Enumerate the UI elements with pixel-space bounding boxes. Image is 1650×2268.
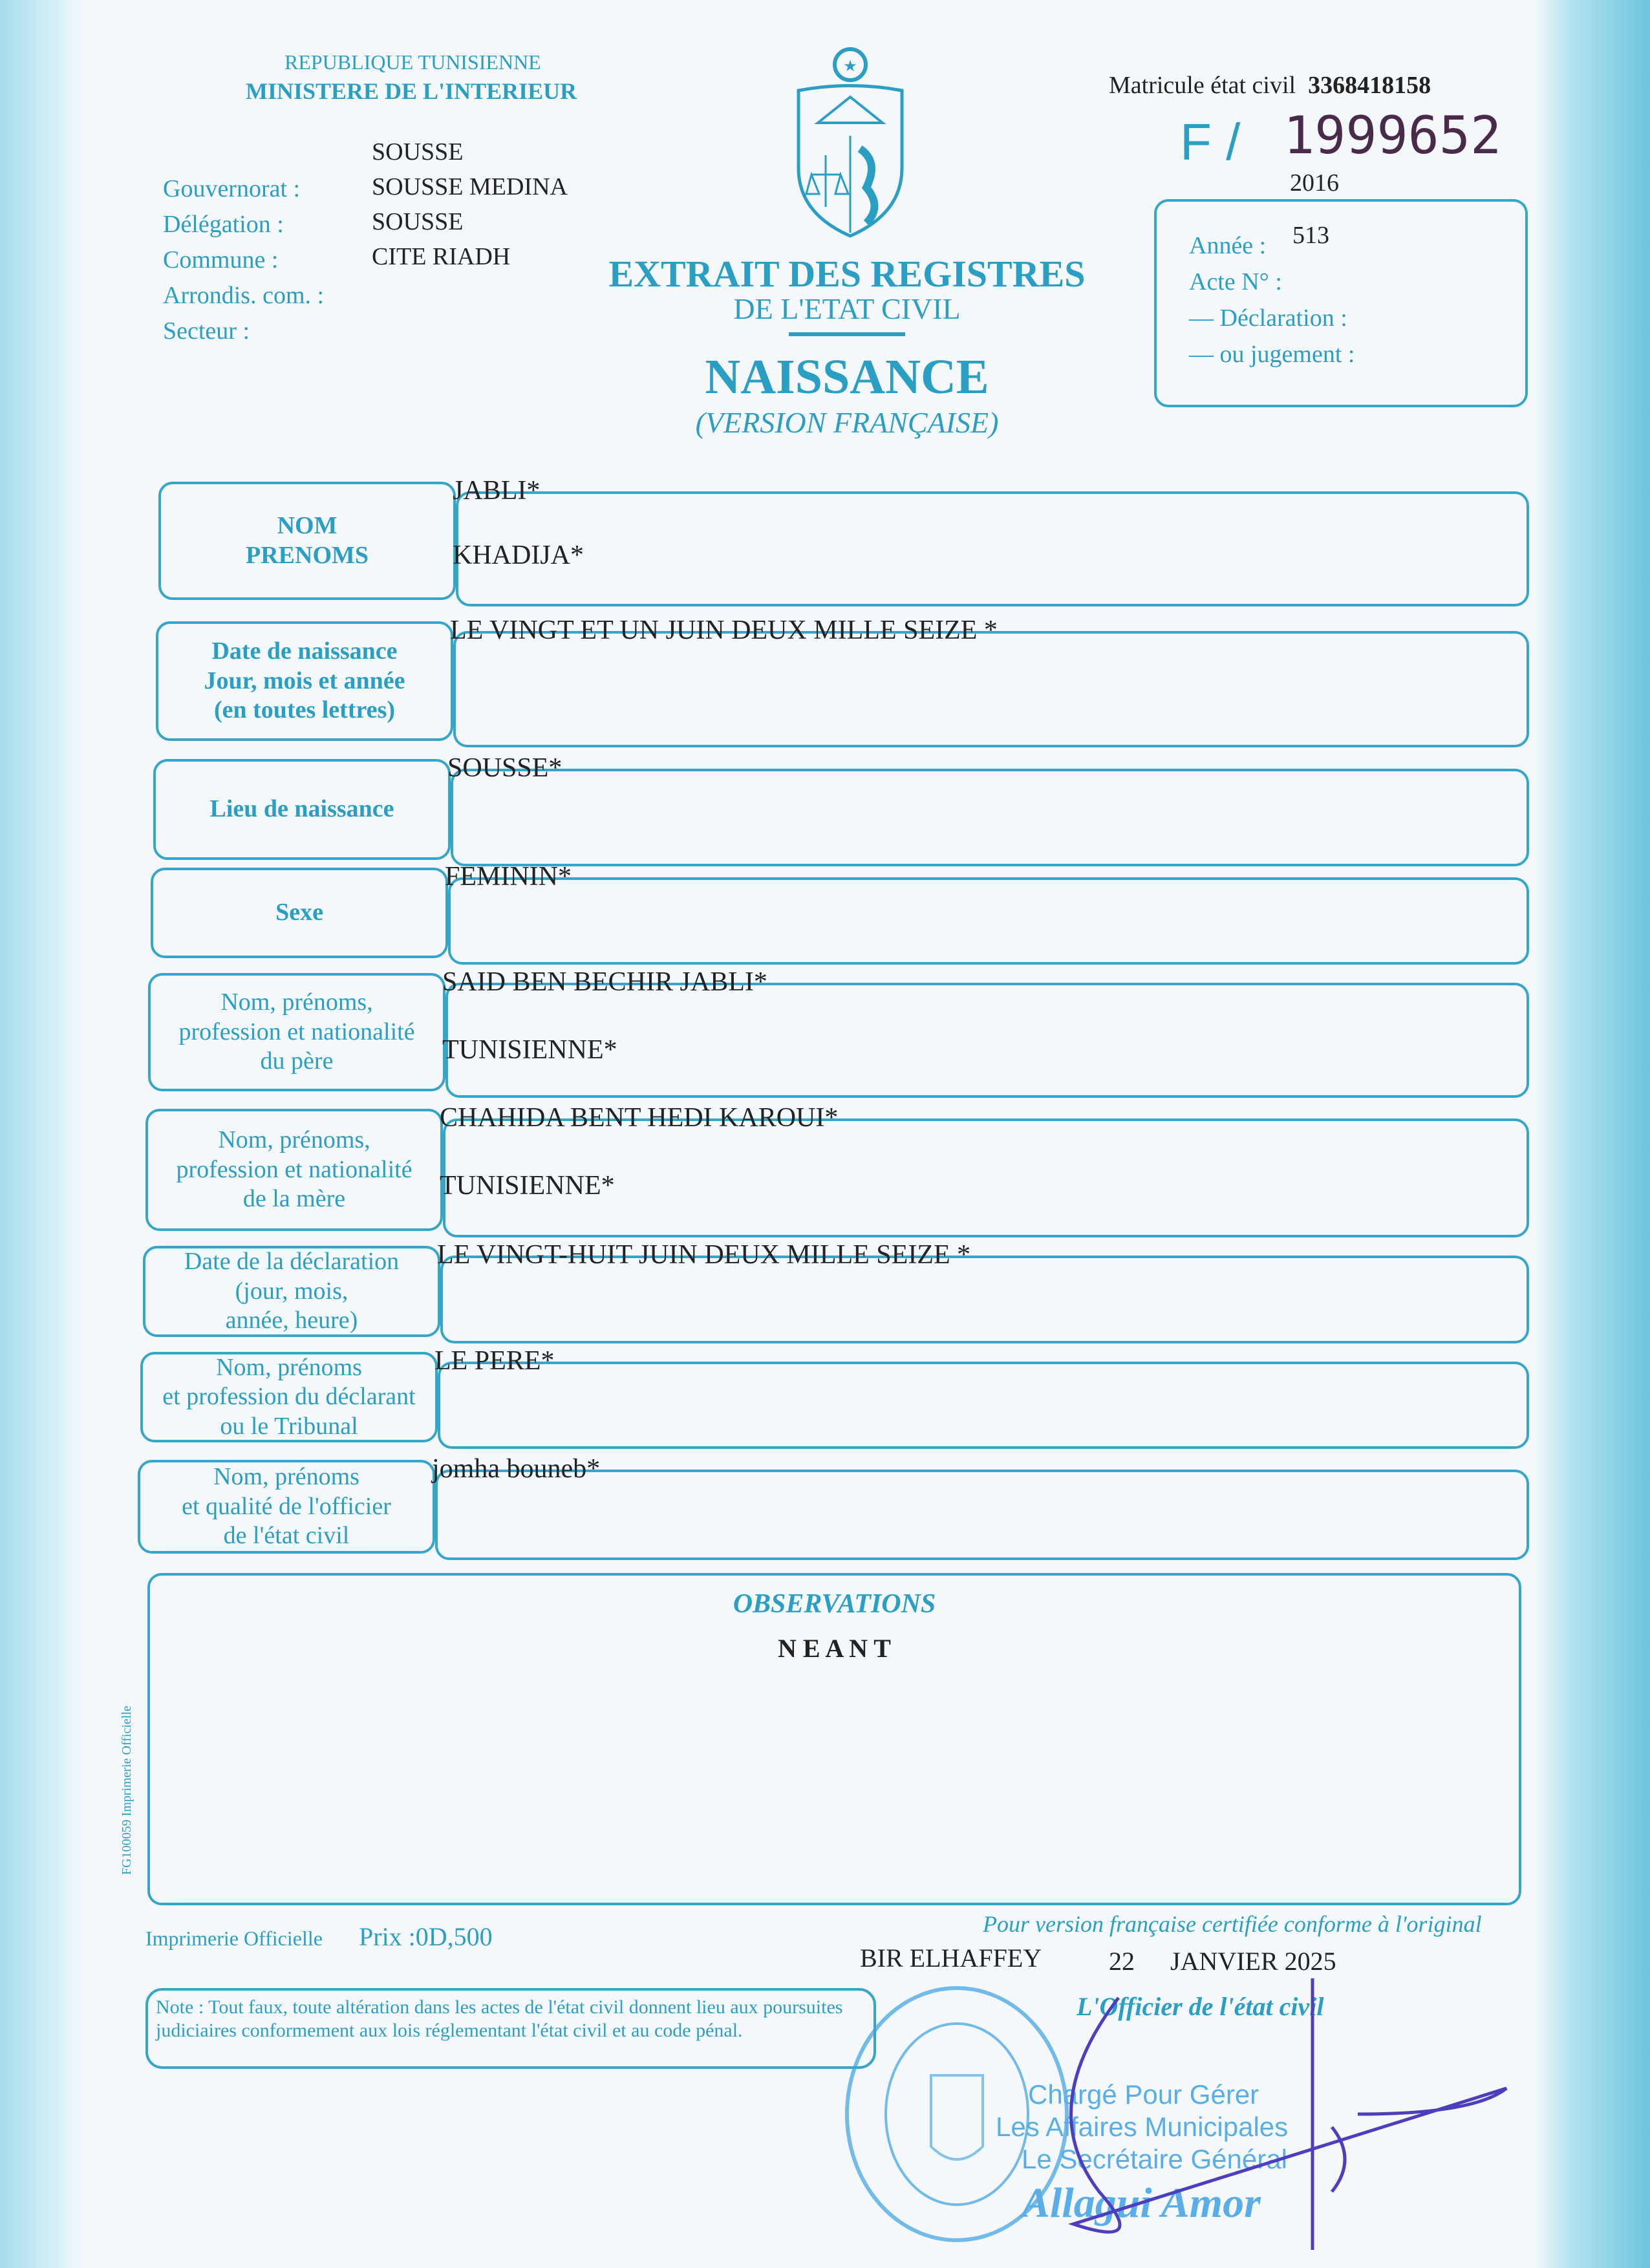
handwritten-signature-icon <box>970 1978 1513 2250</box>
title-divider <box>789 332 905 336</box>
jugement-label: — ou jugement : <box>1189 341 1355 368</box>
observations-label: OBSERVATIONS <box>733 1589 936 1619</box>
row-value: LE PERE* <box>434 1346 555 1376</box>
row-label-line: de l'état civil <box>223 1522 350 1550</box>
row-label-line: Lieu de naissance <box>209 795 394 823</box>
printer-code: FG100059 Imprimerie Officielle <box>120 1706 134 1875</box>
row-label-box <box>151 868 448 958</box>
title-naissance: NAISSANCE <box>705 350 989 404</box>
location-values <box>372 134 568 274</box>
row-label-line: Nom, prénoms, <box>218 1126 370 1154</box>
label-delegation: Délégation : <box>163 211 284 238</box>
annee-label: Année : <box>1189 232 1267 259</box>
label-secteur: Secteur : <box>163 317 250 345</box>
row-label-line: Date de naissance <box>211 637 398 665</box>
row-value: LE VINGT ET UN JUIN DEUX MILLE SEIZE * <box>450 615 998 645</box>
location-labels <box>163 171 324 349</box>
row-label-line: du père <box>260 1047 334 1075</box>
certification-text: Pour version française certifiée conforme à l'original <box>983 1911 1482 1937</box>
row-label-line: (en toutes lettres) <box>214 696 395 724</box>
row-value: SOUSSE* <box>447 753 562 783</box>
serial-number: 1999652 <box>1283 105 1502 166</box>
row-label-line: PRENOMS <box>246 541 369 569</box>
row-label-box <box>138 1460 435 1554</box>
guilloche-border-left <box>0 0 84 2268</box>
row-label-line: de la mère <box>242 1185 346 1213</box>
row-label-box <box>153 759 451 860</box>
svg-text:★: ★ <box>843 58 857 75</box>
issue-place: BIR ELHAFFEY <box>860 1943 1042 1973</box>
row-label-line: Sexe <box>275 899 323 926</box>
row-label-box <box>140 1352 438 1442</box>
printer-label: Imprimerie Officielle <box>145 1927 323 1950</box>
row-value-box <box>448 877 1529 965</box>
row-label-box <box>156 621 453 741</box>
guilloche-border-right <box>1534 0 1650 2268</box>
matricule-label: Matricule état civil <box>1109 72 1296 99</box>
value-delegation: SOUSSE MEDINA <box>372 173 568 200</box>
row-label-line: ou le Tribunal <box>220 1412 358 1440</box>
serial-prefix: F / <box>1180 113 1241 171</box>
signatory-line2: Les Affaires Municipales <box>996 2112 1289 2142</box>
value-arrondissement: CITE RIADH <box>372 243 511 270</box>
value-gouvernorat: SOUSSE <box>372 138 464 166</box>
row-label-line: et profession du déclarant <box>162 1383 416 1411</box>
row-value: SAID BEN BECHIR JABLI* <box>442 967 767 997</box>
acte-box <box>1154 199 1528 407</box>
row-value: JABLI* <box>453 476 541 506</box>
row-label-line: Date de la déclaration <box>184 1248 400 1276</box>
row-label-line: profession et nationalité <box>178 1018 415 1045</box>
ministry-label: MINISTERE DE L'INTERIEUR <box>246 78 577 104</box>
signatory-line3: Le Secrétaire Général <box>1022 2144 1287 2174</box>
acte-number: 513 <box>1292 222 1329 249</box>
row-value: jomha bouneb* <box>432 1454 601 1484</box>
title-version: (VERSION FRANÇAISE) <box>695 406 999 439</box>
row-value: TUNISIENNE* <box>442 1035 617 1065</box>
label-commune: Commune : <box>163 246 279 273</box>
row-label-line: (jour, mois, <box>235 1277 348 1305</box>
row-label-line: Nom, prénoms, <box>220 989 373 1016</box>
row-label-box <box>145 1109 443 1231</box>
declaration-label: — Déclaration : <box>1189 305 1347 332</box>
title-line2: DE L'ETAT CIVIL <box>733 292 961 325</box>
row-value-box <box>456 491 1529 606</box>
row-label-box <box>143 1246 440 1337</box>
matricule-value: 3368418158 <box>1308 72 1431 99</box>
title-line1: EXTRAIT DES REGISTRES <box>608 253 1086 295</box>
row-value-box <box>453 631 1529 747</box>
row-label-line: Nom, prénoms <box>213 1463 359 1491</box>
row-value: CHAHIDA BENT HEDI KAROUI* <box>440 1103 839 1133</box>
row-label-line: profession et nationalité <box>176 1155 412 1183</box>
observations-value: N E A N T <box>778 1634 891 1663</box>
label-gouvernorat: Gouvernorat : <box>163 175 301 202</box>
observations-box <box>147 1573 1521 1905</box>
document-title <box>582 252 1112 440</box>
signatory-line1: Chargé Pour Gérer <box>1028 2079 1259 2110</box>
signatory-name: Allagui Amor <box>1022 2179 1261 2227</box>
row-value: FEMININ* <box>445 862 572 892</box>
price-label: Prix :0D,500 <box>359 1922 493 1951</box>
row-label-box <box>158 482 456 600</box>
row-label-line: NOM <box>277 511 338 539</box>
acte-year: 2016 <box>1290 169 1339 197</box>
row-label-line: Nom, prénoms <box>216 1353 362 1381</box>
acte-label: Acte N° : <box>1189 268 1282 295</box>
row-value-box <box>438 1362 1529 1449</box>
officer-title: L'Officier de l'état civil <box>1077 1992 1324 2021</box>
legal-note-box <box>145 1988 876 2069</box>
issue-day: 22 <box>1109 1947 1135 1976</box>
row-label-line: année, heure) <box>225 1307 358 1334</box>
row-value: TUNISIENNE* <box>440 1171 615 1201</box>
legal-note: Note : Tout faux, toute altération dans les actes de l'état civil donnent lieu aux poursuites judiciaires conformement aux lois réglementant l'état civil et au code pénal. <box>156 1996 843 2041</box>
label-arrondissement: Arrondis. com. : <box>163 282 325 309</box>
issue-month-year: JANVIER 2025 <box>1170 1947 1336 1976</box>
value-commune: SOUSSE <box>372 208 464 235</box>
row-value-box <box>451 769 1529 866</box>
republic-label: REPUBLIQUE TUNISIENNE <box>284 50 541 74</box>
coat-of-arms-icon <box>786 45 915 239</box>
row-label-line: et qualité de l'officier <box>182 1492 391 1520</box>
row-label-box <box>148 973 445 1091</box>
row-value: KHADIJA* <box>453 540 584 570</box>
row-label-line: Jour, mois et année <box>204 667 405 694</box>
row-value: LE VINGT-HUIT JUIN DEUX MILLE SEIZE * <box>437 1240 971 1270</box>
